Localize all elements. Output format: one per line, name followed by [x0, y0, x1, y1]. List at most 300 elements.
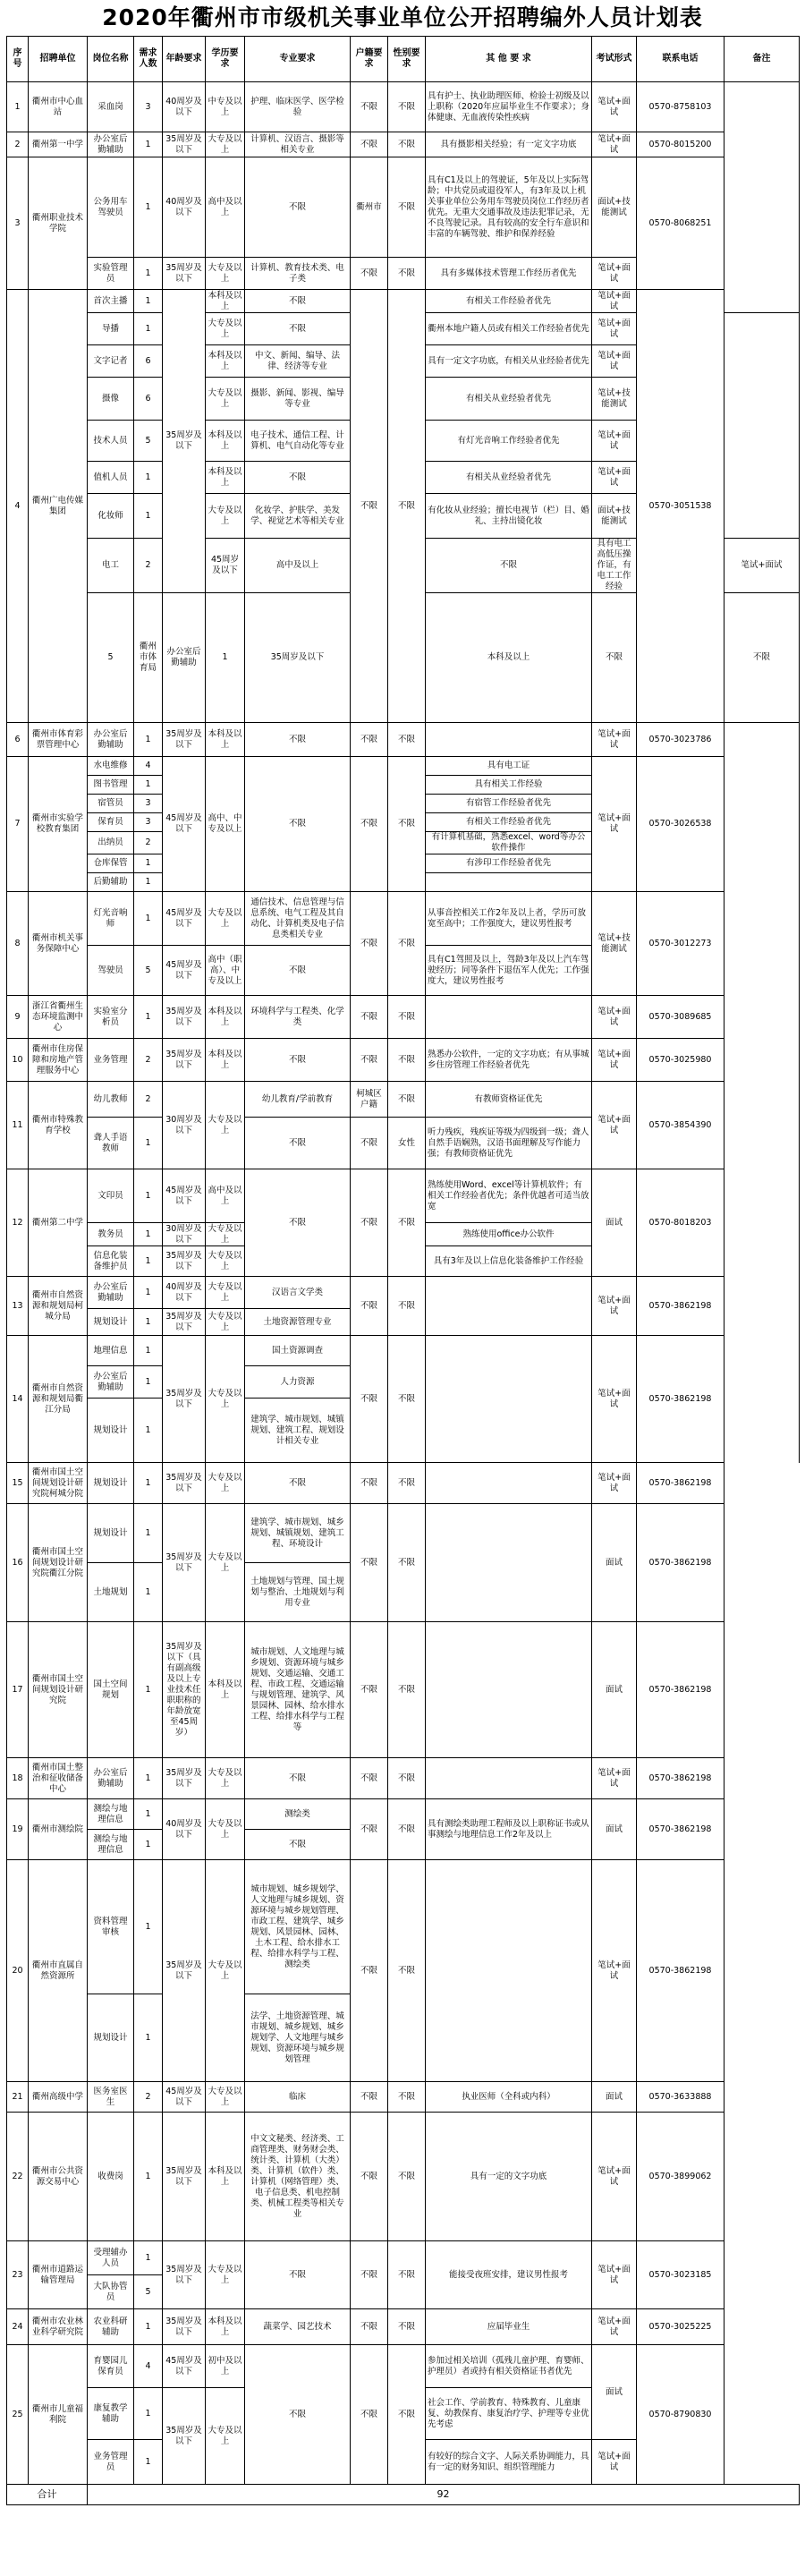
table-cell: 4 [7, 290, 29, 723]
table-cell: 笔试+面试 [592, 1039, 637, 1082]
table-cell: 摄像 [88, 378, 134, 421]
table-cell: 不限 [388, 1039, 426, 1082]
table-cell: 测绘类 [245, 1799, 351, 1830]
table-cell: 教务员 [88, 1223, 134, 1246]
table-cell: 不限 [388, 2113, 426, 2241]
table-cell: 具有C1及以上的驾驶证，5年及以上实际驾龄；中共党员或退役军人，有3年及以上机关事业单位公务用车驾驶员岗位工作经历者优先。无重大交通事故及违法犯罪记录，无不良驾驶记录。具有较高的安全行车意识和丰富的车辆驾驶、维护和保养经验 [426, 157, 592, 258]
table-cell: 35周岁及以下 [163, 2388, 206, 2485]
table-cell: 9 [7, 996, 29, 1039]
table-cell: 1 [134, 1463, 163, 1504]
table-cell: 1 [134, 1336, 163, 1366]
table-cell: 笔试+面试 [592, 290, 637, 313]
table-cell: 6 [7, 723, 29, 757]
table-row [7, 1463, 800, 1504]
table-cell: 具有电工证 [426, 757, 592, 776]
table-cell: 0570-8018203 [637, 1169, 724, 1277]
table-cell: 6 [134, 345, 163, 378]
table-cell: 衢州市国土空间规划设计研究院衢江分院 [29, 1504, 88, 1622]
table-cell: 30周岁及以下 [163, 1223, 206, 1246]
table-cell: 45周岁及以下 [163, 2345, 206, 2388]
table-cell: 35周岁及以下（具有副高级及以上专业技术任职职称的年龄放宽至45周岁） [163, 1622, 206, 1758]
table-cell: 笔试+面试 [592, 132, 637, 157]
table-cell: 业务管理 [88, 1039, 134, 1082]
table-cell: 不限 [351, 132, 388, 157]
table-cell: 不限 [351, 1463, 388, 1504]
table-cell: 有涉印工作经验者优先 [426, 854, 592, 873]
table-cell: 45周岁及以下 [163, 946, 206, 996]
table-cell: 面试 [592, 2082, 637, 2113]
table-cell: 笔试+面试 [592, 1758, 637, 1799]
table-cell: 不限 [245, 1039, 351, 1082]
table-cell: 35周岁及以下 [163, 723, 206, 757]
table-cell: 8 [7, 892, 29, 996]
table-cell [426, 723, 592, 757]
table-cell: 衢州本地户籍人员或有相关工作经验者优先 [426, 313, 592, 345]
table-cell: 大专及以上 [206, 2388, 245, 2485]
table-cell: 从事音控相关工作2年及以上者，学历可放宽至高中；工作强度大，建议男性报考 [426, 892, 592, 946]
table-cell: 化妆学、护肤学、美发学、视觉艺术等相关专业 [245, 494, 351, 539]
table-cell: 中文、新闻、编导、法律、经济等专业 [245, 345, 351, 378]
table-cell: 不限 [388, 757, 426, 892]
table-cell: 0570-8068251 [637, 157, 724, 290]
table-cell: 1 [134, 157, 163, 258]
table-cell: 不限 [351, 1118, 388, 1169]
table-cell: 不限 [592, 593, 637, 723]
table-row [7, 1169, 800, 1223]
table-cell: 1 [134, 1799, 163, 1830]
table-cell: 实验管理员 [88, 258, 134, 290]
table-cell: 不限 [388, 996, 426, 1039]
table-cell: 医务室医生 [88, 2082, 134, 2113]
table-cell: 大专及以上 [206, 892, 245, 946]
table-cell: 本科及以上 [206, 290, 245, 313]
table-row [7, 723, 800, 757]
table-cell: 测绘与地理信息 [88, 1830, 134, 1860]
table-cell: 24 [7, 2309, 29, 2345]
table-cell: 不限 [426, 539, 592, 593]
table-cell: 3 [134, 795, 163, 813]
table-cell: 1 [134, 1399, 163, 1463]
table-cell: 40周岁及以下 [163, 1277, 206, 1309]
table-cell [426, 1860, 592, 2082]
table-cell: 办公室后勤辅助 [88, 1366, 134, 1399]
table-cell: 衢州市国土整治和征收储备中心 [29, 1758, 88, 1799]
table-cell: 面试 [592, 2345, 637, 2440]
table-cell: 规划设计 [88, 1504, 134, 1563]
table-cell: 高中（职高）、中专及以上 [206, 946, 245, 996]
table-cell: 建筑学、城市规划、城镇规划、建筑工程、规划设计相关专业 [245, 1399, 351, 1463]
table-cell: 水电维修 [88, 757, 134, 776]
table-cell: 育婴园儿保育员 [88, 2345, 134, 2388]
table-cell: 1 [134, 1223, 163, 1246]
table-cell: 有灯光音响工作经验者优先 [426, 421, 592, 462]
table-cell: 不限 [245, 1463, 351, 1504]
table-cell [426, 873, 592, 892]
table-cell: 40周岁及以下 [163, 1799, 206, 1860]
table-cell: 不限 [351, 290, 388, 723]
table-cell: 不限 [351, 82, 388, 132]
table-cell: 0570-8015200 [637, 132, 724, 157]
table-cell: 不限 [245, 723, 351, 757]
table-cell: 35周岁及以下 [163, 1504, 206, 1622]
table-cell: 有计算机基础，熟悉excel、word等办公软件操作 [426, 832, 592, 854]
table-cell: 不限 [245, 1830, 351, 1860]
table-cell: 笔试+面试 [724, 539, 800, 593]
table-cell: 1 [134, 1622, 163, 1758]
table-cell: 衢州市道路运输管理局 [29, 2241, 88, 2309]
table-cell: 衢州市体育彩票管理中心 [29, 723, 88, 757]
table-cell: 笔试+面试 [592, 1277, 637, 1336]
table-cell: 有相关从业经验者优先 [426, 462, 592, 494]
table-cell: 导播 [88, 313, 134, 345]
table-cell: 笔试+面试 [592, 757, 637, 892]
table-cell: 笔试+面试 [592, 462, 637, 494]
table-cell: 大队协管员 [88, 2275, 134, 2309]
table-cell: 具有测绘类助理工程师及以上职称证书或从事测绘与地理信息工作2年及以上 [426, 1799, 592, 1860]
table-cell: 笔试+面试 [592, 1860, 637, 2082]
table-cell: 1 [134, 996, 163, 1039]
table-cell: 0570-3633888 [637, 2082, 724, 2113]
table-cell: 聋人手语教师 [88, 1118, 134, 1169]
table-cell: 4 [134, 2345, 163, 2388]
table-cell: 具有一定文字功底，有相关从业经验者优先 [426, 345, 592, 378]
table-row [7, 1336, 800, 1366]
table-row [7, 1082, 800, 1118]
table-cell: 11 [7, 1082, 29, 1169]
table-cell: 本科及以上 [206, 462, 245, 494]
table-cell: 大专及以上 [206, 1799, 245, 1860]
table-cell: 面试 [592, 1169, 637, 1277]
table-cell [426, 1336, 592, 1463]
table-cell: 不限 [351, 757, 388, 892]
table-cell: 不限 [388, 2309, 426, 2345]
table-cell: 出纳员 [88, 832, 134, 854]
table-cell: 不限 [388, 1463, 426, 1504]
table-cell: 衢州市测绘院 [29, 1799, 88, 1860]
table-cell: 0570-3862198 [637, 1860, 724, 2082]
table-cell: 面试 [592, 1622, 637, 1758]
table-cell: 笔试+面试 [592, 1463, 637, 1504]
table-cell: 1 [134, 776, 163, 795]
table-row [7, 2082, 800, 2113]
table-cell: 衢州市自然资源和规划局衢江分局 [29, 1336, 88, 1463]
header-cell: 考试形式 [592, 37, 637, 82]
total-value: 92 [88, 2485, 800, 2505]
header-cell: 序号 [7, 37, 29, 82]
table-cell: 环境科学与工程类、化学类 [245, 996, 351, 1039]
table-cell: 0570-3862198 [637, 1463, 724, 1504]
table-cell: 衢州市体育局 [134, 593, 163, 723]
table-cell: 大专及以上 [206, 1463, 245, 1504]
table-cell: 不限 [351, 2345, 388, 2485]
table-cell: 不限 [245, 157, 351, 258]
table-cell: 25 [7, 2345, 29, 2485]
table-cell: 衢州市农业林业科学研究院 [29, 2309, 88, 2345]
table-cell: 衢州市国土空间规划设计研究院 [29, 1622, 88, 1758]
table-cell: 1 [134, 2309, 163, 2345]
table-cell: 资料管理审核 [88, 1860, 134, 1994]
table-cell: 22 [7, 2113, 29, 2241]
table-cell: 规划设计 [88, 1309, 134, 1336]
table-cell: 建筑学、城市规划、城乡规划、城镇规划、建筑工程、环境设计 [245, 1504, 351, 1563]
page-title: 2020年衢州市市级机关事业单位公开招聘编外人员计划表 [102, 4, 703, 30]
table-cell: 首次主播 [88, 290, 134, 313]
table-cell: 衢州市自然资源和规划局柯城分局 [29, 1277, 88, 1336]
table-cell: 大专及以上 [206, 2241, 245, 2309]
header-cell: 其 他 要 求 [426, 37, 592, 82]
table-cell: 笔试+面试 [592, 1336, 637, 1463]
table-cell: 0570-3023185 [637, 2241, 724, 2309]
table-row [7, 1860, 800, 1994]
table-cell: 35周岁及以下 [163, 996, 206, 1039]
header-cell: 专业要求 [245, 37, 351, 82]
table-cell: 1 [134, 1309, 163, 1336]
table-cell: 1 [134, 873, 163, 892]
table-cell: 1 [134, 2113, 163, 2241]
table-cell: 35周岁及以下 [163, 2241, 206, 2309]
table-cell: 1 [134, 1563, 163, 1622]
header-row [7, 37, 800, 82]
table-row [7, 1277, 800, 1309]
table-cell: 办公室后勤辅助 [88, 1758, 134, 1799]
table-row [7, 757, 800, 776]
table-cell: 不限 [245, 757, 351, 892]
table-cell: 大专及以上 [206, 1758, 245, 1799]
table-cell: 2 [134, 2082, 163, 2113]
table-cell: 0570-3026538 [637, 757, 724, 892]
table-cell: 笔试+面试 [592, 996, 637, 1039]
table-cell: 不限 [388, 1277, 426, 1336]
table-cell: 笔试+面试 [592, 258, 637, 290]
header-cell: 学历要求 [206, 37, 245, 82]
table-cell: 衢州第二中学 [29, 1169, 88, 1277]
table-row [7, 1758, 800, 1799]
table-cell: 35周岁及以下 [163, 2113, 206, 2241]
table-row [7, 2309, 800, 2345]
table-row [7, 1622, 800, 1758]
table-header [7, 37, 800, 82]
table-cell: 1 [134, 313, 163, 345]
table-cell: 不限 [351, 996, 388, 1039]
table-cell: 大专及以上 [206, 1277, 245, 1309]
table-cell: 2 [134, 539, 163, 593]
table-cell: 有化妆从业经验；擅长电视节（栏）目、婚礼、主持出镜化妆 [426, 494, 592, 539]
table-cell: 大专及以上 [206, 1860, 245, 2082]
table-cell: 不限 [351, 1799, 388, 1860]
table-cell: 13 [7, 1277, 29, 1336]
table-cell: 能接受夜班安排，建议男性报考 [426, 2241, 592, 2309]
table-cell: 笔试+面试 [592, 313, 637, 345]
table-cell: 衢州高级中学 [29, 2082, 88, 2113]
table-cell: 大专及以上 [206, 1336, 245, 1463]
table-cell: 衢州市中心血站 [29, 82, 88, 132]
table-cell: 不限 [351, 2082, 388, 2113]
table-cell: 不限 [388, 1504, 426, 1622]
table-cell [426, 1463, 592, 1504]
table-cell: 具有一定的文字功底 [426, 2113, 592, 2241]
table-cell: 具有护士、执业助理医师、检验士初级及以上职称（2020年应届毕业生不作要求）；身体健康、无血液传染性疾病 [426, 82, 592, 132]
table-cell: 不限 [388, 1622, 426, 1758]
table-cell: 办公室后勤辅助 [88, 132, 134, 157]
table-cell: 35周岁及以下 [245, 593, 351, 723]
table-cell: 35周岁及以下 [163, 258, 206, 290]
total-row [7, 2485, 800, 2505]
table-cell: 35周岁及以下 [163, 1860, 206, 2082]
table-cell: 笔试+技能测试 [592, 378, 637, 421]
table-cell: 收费岗 [88, 2113, 134, 2241]
table-cell: 0570-3854390 [637, 1082, 724, 1169]
table-cell: 40周岁及以下 [163, 157, 206, 258]
table-cell: 有较好的综合文字、人际关系协调能力，具有一定的财务知识、组织管理能力 [426, 2440, 592, 2485]
table-cell [724, 82, 800, 313]
table-cell: 0570-3862198 [637, 1758, 724, 1799]
table-cell: 不限 [388, 2082, 426, 2113]
table-cell: 40周岁及以下 [163, 82, 206, 132]
table-cell: 有宿管工作经验者优先 [426, 795, 592, 813]
table-cell: 规划设计 [88, 1994, 134, 2082]
table-cell: 文印员 [88, 1169, 134, 1223]
table-cell: 2 [7, 132, 29, 157]
table-cell: 文字记者 [88, 345, 134, 378]
table-cell: 不限 [351, 1860, 388, 2082]
table-cell: 本科及以上 [206, 1622, 245, 1758]
table-cell [426, 996, 592, 1039]
table-cell: 35周岁及以下 [163, 132, 206, 157]
table-cell: 康复教学辅助 [88, 2388, 134, 2440]
table-cell: 不限 [351, 2113, 388, 2241]
table-cell [426, 1504, 592, 1622]
table-cell: 具有摄影相关经验；有一定文字功底 [426, 132, 592, 157]
table-cell: 具有多媒体技术管理工作经历者优先 [426, 258, 592, 290]
table-cell: 不限 [351, 1504, 388, 1622]
table-cell: 1 [134, 1830, 163, 1860]
table-cell: 笔试+面试 [592, 2440, 637, 2485]
table-cell: 0570-3862198 [637, 1799, 724, 1860]
table-cell: 大专及以上 [206, 2082, 245, 2113]
table-cell: 1 [134, 2440, 163, 2485]
table-cell: 14 [7, 1336, 29, 1463]
table-cell: 0570-3023786 [637, 723, 724, 757]
table-cell: 不限 [388, 1799, 426, 1860]
table-cell: 18 [7, 1758, 29, 1799]
table-cell: 不限 [388, 132, 426, 157]
table-row [7, 290, 800, 313]
table-cell: 办公室后勤辅助 [163, 593, 206, 723]
table-cell: 办公室后勤辅助 [88, 723, 134, 757]
table-cell: 衢州市直属自然资源所 [29, 1860, 88, 2082]
table-cell: 后勤辅助 [88, 873, 134, 892]
table-cell: 面试 [592, 1799, 637, 1860]
table-cell: 本科及以上 [206, 996, 245, 1039]
table-cell: 19 [7, 1799, 29, 1860]
table-cell: 女性 [388, 1118, 426, 1169]
table-row [7, 1039, 800, 1082]
table-cell: 大专及以上 [206, 1504, 245, 1622]
table-cell: 不限 [388, 1169, 426, 1277]
table-cell: 面试+技能测试 [592, 494, 637, 539]
header-cell: 岗位名称 [88, 37, 134, 82]
table-cell: 5 [134, 421, 163, 462]
table-cell: 1 [134, 132, 163, 157]
table-cell: 社会工作、学前教育、特殊教育、儿童康复、幼教保育、康复治疗学、护理等专业优先考虑 [426, 2388, 592, 2440]
table-cell: 浙江省衢州生态环境监测中心 [29, 996, 88, 1039]
table-cell: 45周岁及以下 [206, 539, 245, 593]
table-cell: 1 [134, 1758, 163, 1799]
table-cell: 笔试+面试 [592, 723, 637, 757]
table-cell: 国土空间规划 [88, 1622, 134, 1758]
table-cell: 1 [134, 1504, 163, 1563]
table-cell: 不限 [388, 2345, 426, 2485]
table-cell: 35周岁及以下 [163, 2309, 206, 2345]
header-cell: 需求人数 [134, 37, 163, 82]
table-cell: 1 [134, 1366, 163, 1399]
table-cell: 不限 [388, 1758, 426, 1799]
table-cell: 规划设计 [88, 1399, 134, 1463]
table-cell: 0570-3089685 [637, 996, 724, 1039]
table-cell: 具有电工高低压操作证，有电工工作经验 [592, 539, 637, 593]
table-cell: 不限 [388, 157, 426, 258]
table-cell: 高中及以上 [245, 539, 351, 593]
table-cell: 1 [134, 1246, 163, 1277]
table-cell: 不限 [245, 1118, 351, 1169]
table-cell: 不限 [351, 1039, 388, 1082]
table-cell: 0570-3025980 [637, 1039, 724, 1082]
table-cell: 驾驶员 [88, 946, 134, 996]
table-row [7, 1504, 800, 1563]
table-cell: 高中及以上 [206, 157, 245, 258]
table-cell: 不限 [351, 2241, 388, 2309]
table-cell: 1 [134, 1994, 163, 2082]
table-cell: 不限 [724, 593, 800, 723]
table-cell: 35周岁及以下 [163, 1246, 206, 1277]
table-cell: 1 [134, 854, 163, 873]
table-cell: 高中及以上 [206, 1169, 245, 1223]
table-cell: 城市规划、城乡规划学、人文地理与城乡规划、资源环境与城乡规划管理、市政工程、建筑学、城乡规划、风景园林、园林、土木工程、给水排水工程、给排水科学与工程、测绘类 [245, 1860, 351, 1994]
table-cell: 本科及以上 [426, 593, 592, 723]
table-cell: 技术人员 [88, 421, 134, 462]
table-row [7, 2345, 800, 2388]
table-cell: 保育员 [88, 813, 134, 832]
table-cell: 面试 [592, 1504, 637, 1622]
table-cell: 参加过相关培训（孤残儿童护理、育婴师、护理员）者或持有相关资格证书者优先 [426, 2345, 592, 2388]
table-cell: 45周岁及以下 [163, 2082, 206, 2113]
table-cell: 45周岁及以下 [163, 757, 206, 892]
table-cell: 衢州广电传媒集团 [29, 290, 88, 723]
table-cell: 具有C1驾照及以上，驾龄3年及以上汽车驾驶经历；同等条件下退伍军人优先；工作强度大，建议男性报考 [426, 946, 592, 996]
table-cell: 1 [134, 494, 163, 539]
table-cell: 笔试+面试 [592, 1082, 637, 1169]
table-cell: 17 [7, 1622, 29, 1758]
table-cell: 2 [134, 1039, 163, 1082]
table-cell: 计算机、汉语言、摄影等相关专业 [245, 132, 351, 157]
table-cell: 大专及以上 [206, 313, 245, 345]
table-cell: 幼儿教师 [88, 1082, 134, 1118]
table-row [7, 1799, 800, 1830]
table-cell: 35周岁及以下 [163, 1463, 206, 1504]
table-cell: 3 [7, 157, 29, 290]
table-cell: 公务用车驾驶员 [88, 157, 134, 258]
table-cell: 衢州市儿童福利院 [29, 2345, 88, 2485]
table-cell: 笔试+技能测试 [592, 892, 637, 996]
table-cell: 人力资源 [245, 1366, 351, 1399]
table-cell: 1 [134, 1277, 163, 1309]
table-cell: 35周岁及以下 [163, 1039, 206, 1082]
table-cell: 有相关工作经验者优先 [426, 813, 592, 832]
table-cell: 笔试+面试 [592, 345, 637, 378]
table-cell: 35周岁及以下 [163, 1758, 206, 1799]
table-cell: 20 [7, 1860, 29, 2082]
table-cell: 0570-3862198 [637, 1622, 724, 1758]
